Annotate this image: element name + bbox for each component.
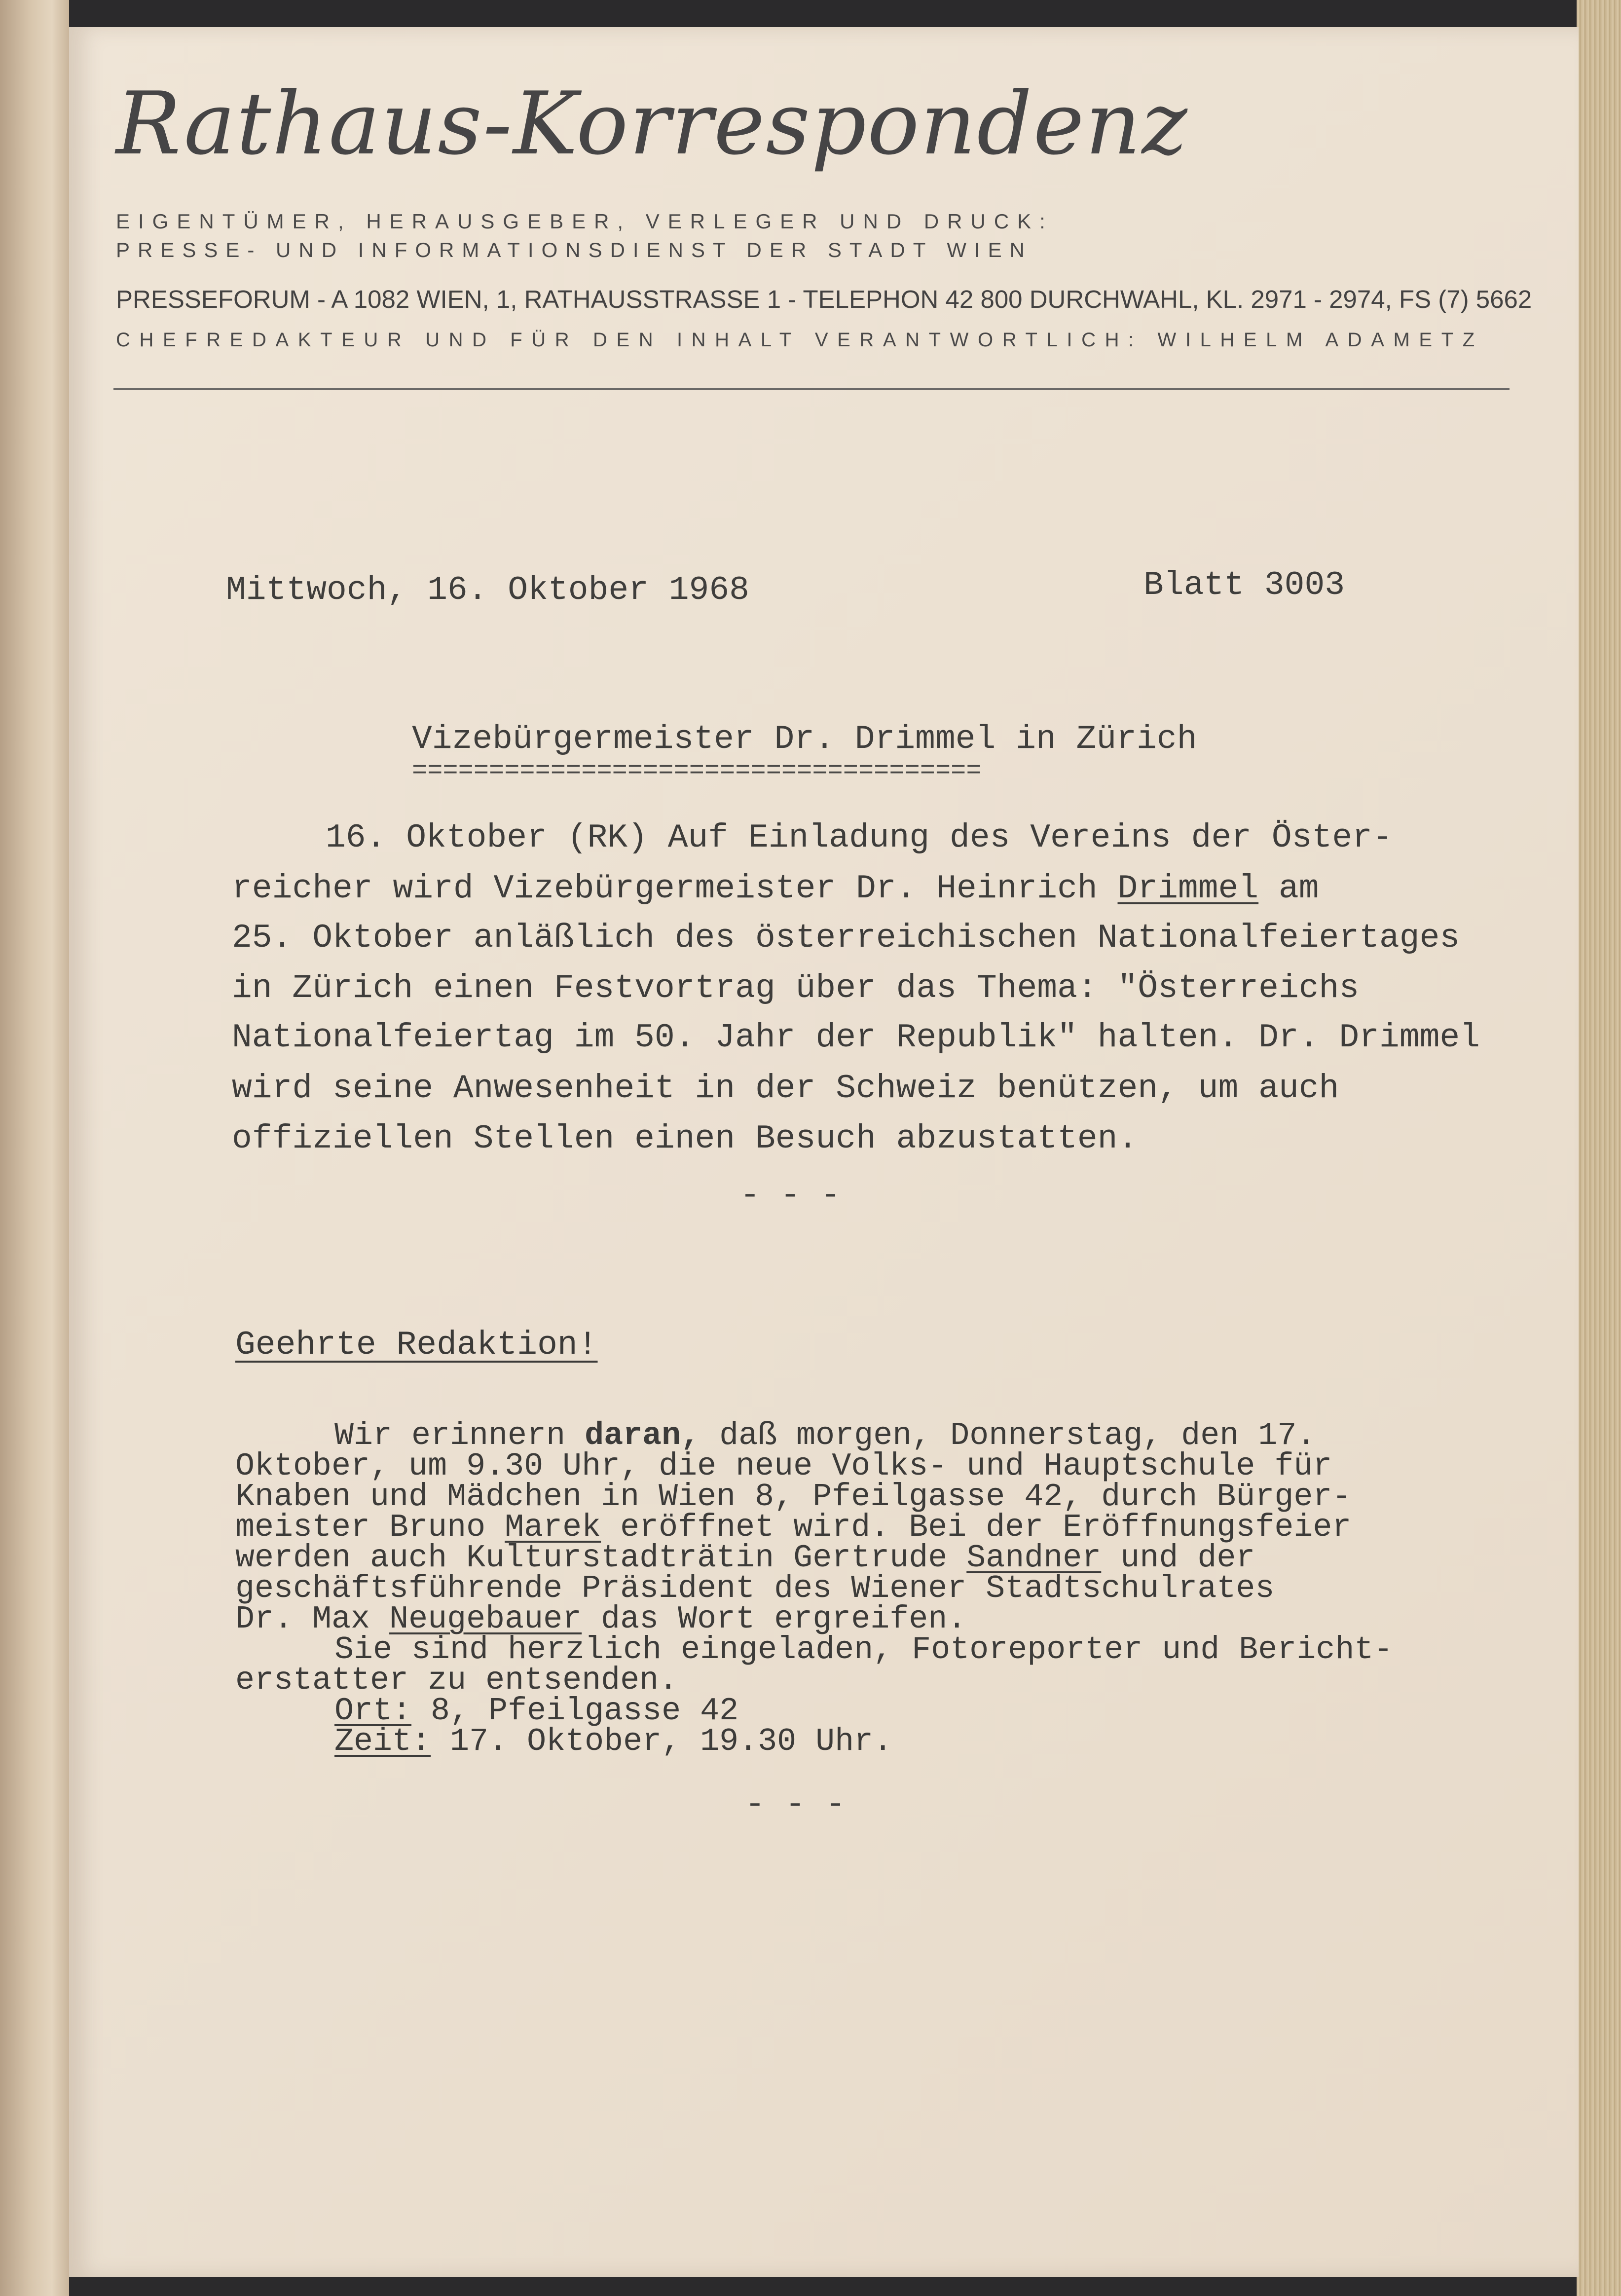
masthead-title: Rathaus-Korrespondenz <box>116 74 1188 174</box>
notice-text: das Wort ergreifen. <box>582 1601 967 1637</box>
notice-text: werden auch Kulturstadträtin Gertrude <box>235 1540 967 1576</box>
place-value: 8, Pfeilgasse 42 <box>411 1693 739 1729</box>
article-line: wird seine Anwesenheit in der Schweiz benützen, um auch <box>232 1070 1339 1108</box>
headline-underline: ===================================== <box>412 756 982 785</box>
article-text: reicher wird Vizebürgermeister Dr. Heinrich <box>232 870 1118 908</box>
notice-line: Sie sind herzlich eingeladen, Fotoreporter und Bericht- <box>334 1631 1393 1668</box>
issue-date: Mittwoch, 16. Oktober 1968 <box>226 571 749 609</box>
notice-separator: - - - <box>745 1786 846 1824</box>
header-divider <box>113 388 1510 390</box>
article-separator: - - - <box>740 1177 841 1215</box>
notice-text: Dr. Max <box>235 1601 390 1637</box>
document-page <box>69 27 1579 2277</box>
bold-text: daran, <box>585 1417 700 1454</box>
notice-line: Knaben und Mädchen in Wien 8, Pfeilgasse 42, durch Bürger- <box>235 1479 1352 1515</box>
sheet-number: Blatt 3003 <box>1143 566 1345 604</box>
underlined-name: Drimmel <box>1117 870 1259 908</box>
notice-time <box>334 1723 892 1760</box>
notice-line: Oktober, um 9.30 Uhr, die neue Volks- und Hauptschule für <box>235 1448 1332 1484</box>
article-line: Nationalfeiertag im 50. Jahr der Republik" halten. Dr. Drimmel <box>232 1019 1480 1057</box>
article-line: offiziellen Stellen einen Besuch abzustatten. <box>232 1120 1138 1158</box>
article-text: am <box>1258 870 1319 908</box>
place-label: Ort: <box>334 1693 412 1729</box>
time-label: Zeit: <box>334 1723 431 1760</box>
notice-line: erstatter zu entsenden. <box>235 1662 678 1699</box>
underlined-name: Neugebauer <box>389 1601 582 1637</box>
imprint-editor: CHEFREDAKTEUR UND FÜR DEN INHALT VERANTWORTLICH: WILHELM ADAMETZ <box>116 329 1484 351</box>
article-headline: Vizebürgermeister Dr. Drimmel in Zürich <box>412 720 1197 758</box>
article-line: 16. Oktober (RK) Auf Einladung des Vereins der Öster- <box>326 819 1393 857</box>
notice-text: daß morgen, Donnerstag, den 17. <box>700 1417 1316 1454</box>
imprint-owner-line: EIGENTÜMER, HERAUSGEBER, VERLEGER UND DRUCK: <box>116 210 1054 233</box>
imprint-address: PRESSEFORUM - A 1082 WIEN, 1, RATHAUSSTRASSE 1 - TELEPHON 42 800 DURCHWAHL, KL. 2971 - 2974, FS (7) 5662 <box>116 285 1532 313</box>
article-line: 25. Oktober anläßlich des österreichischen Nationalfeiertages <box>232 919 1460 957</box>
article-line <box>232 870 1319 908</box>
time-value: 17. Oktober, 19.30 Uhr. <box>431 1723 893 1760</box>
notice-text: Wir erinnern <box>334 1417 585 1454</box>
article-line: in Zürich einen Festvortrag über das Thema: "Österreichs <box>232 969 1360 1007</box>
notice-line: geschäftsführende Präsident des Wiener Stadtschulrates <box>235 1570 1275 1607</box>
underlined-name: Sandner <box>966 1540 1102 1576</box>
imprint-publisher-line: PRESSE- UND INFORMATIONSDIENST DER STADT WIEN <box>116 238 1032 261</box>
notice-text: und der <box>1101 1540 1255 1576</box>
notice-text: eröffnet wird. Bei der Eröffnungsfeier <box>601 1509 1352 1546</box>
page-edges <box>1577 0 1621 2296</box>
book-spine <box>0 0 69 2296</box>
underlined-name: Marek <box>505 1509 601 1546</box>
notice-salutation: Geehrte Redaktion! <box>235 1326 598 1364</box>
notice-text: meister Bruno <box>235 1509 505 1546</box>
